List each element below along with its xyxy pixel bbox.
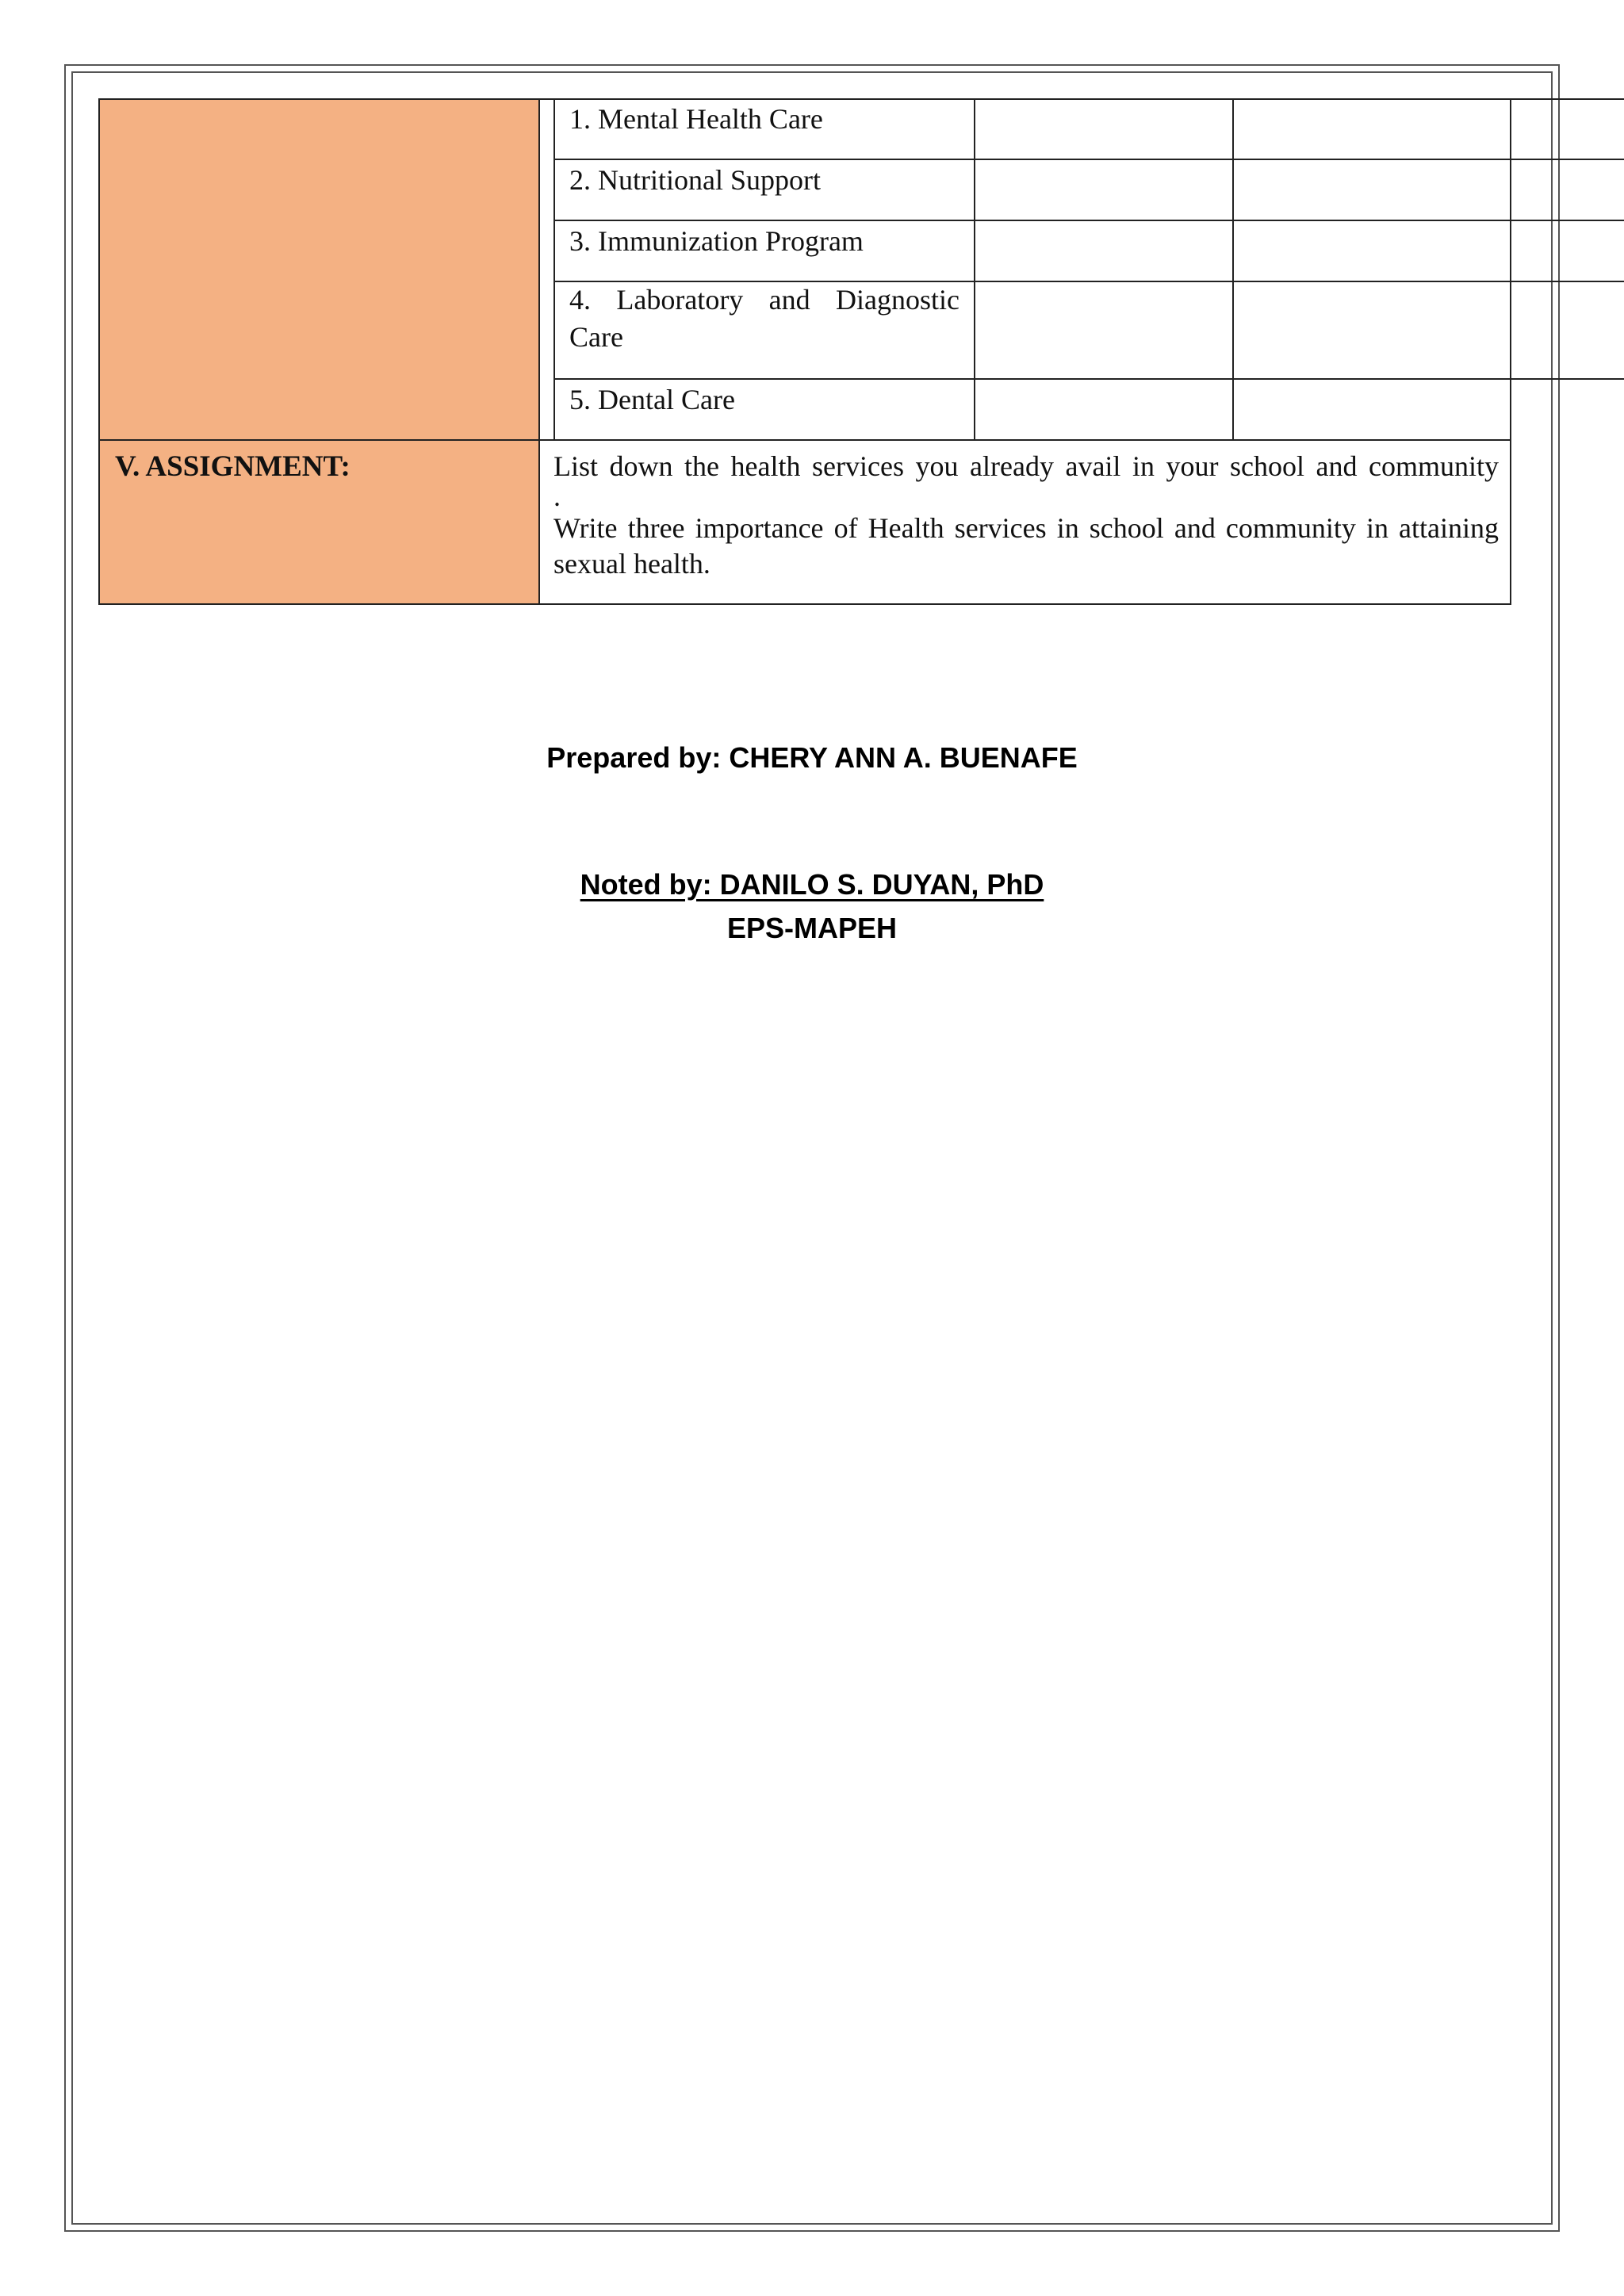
service-item <box>569 281 959 378</box>
prepared-by: Prepared by: CHERY ANN A. BUENAFE <box>546 741 1078 774</box>
table-left-border <box>98 98 100 605</box>
noted-by-title: EPS-MAPEH <box>726 912 898 944</box>
table-right-border <box>1510 98 1511 605</box>
assignment-line-2: Write three importance of Health services in school and community in attaining <box>553 512 1499 544</box>
service-label-line2: Care <box>569 321 623 353</box>
table-bottom-border <box>98 603 1511 605</box>
service-item <box>569 220 958 281</box>
noted-by-block <box>0 868 1624 901</box>
assignment-line-2-cont: sexual health. <box>553 548 710 580</box>
inner-table-col-divider-2 <box>1232 98 1234 441</box>
assignment-instructions <box>553 449 1499 582</box>
service-item <box>569 98 958 159</box>
service-item <box>569 159 958 220</box>
service-item <box>569 379 958 439</box>
assignment-heading: V. ASSIGNMENT: <box>115 450 350 483</box>
service-label: 3. Immunization Program <box>569 225 864 257</box>
service-label: 2. Nutritional Support <box>569 164 821 196</box>
assignment-line-1: List down the health services you already avail in your school and community <box>553 450 1499 482</box>
section-label-cell-top <box>99 99 539 440</box>
inner-table-col-divider-1 <box>974 98 975 441</box>
table-column-divider <box>538 98 540 605</box>
table-row-divider <box>98 439 1511 441</box>
inner-table-left-border <box>553 98 555 441</box>
noted-by: Noted by: DANILO S. DUYAN, PhD <box>580 868 1044 901</box>
service-label: 1. Mental Health Care <box>569 103 823 135</box>
assignment-line-1-cont: . <box>553 480 561 512</box>
service-label-line1: 4. Laboratory and Diagnostic <box>569 284 959 316</box>
inner-row-divider-5 <box>1510 98 1624 100</box>
service-label: 5. Dental Care <box>569 384 735 415</box>
